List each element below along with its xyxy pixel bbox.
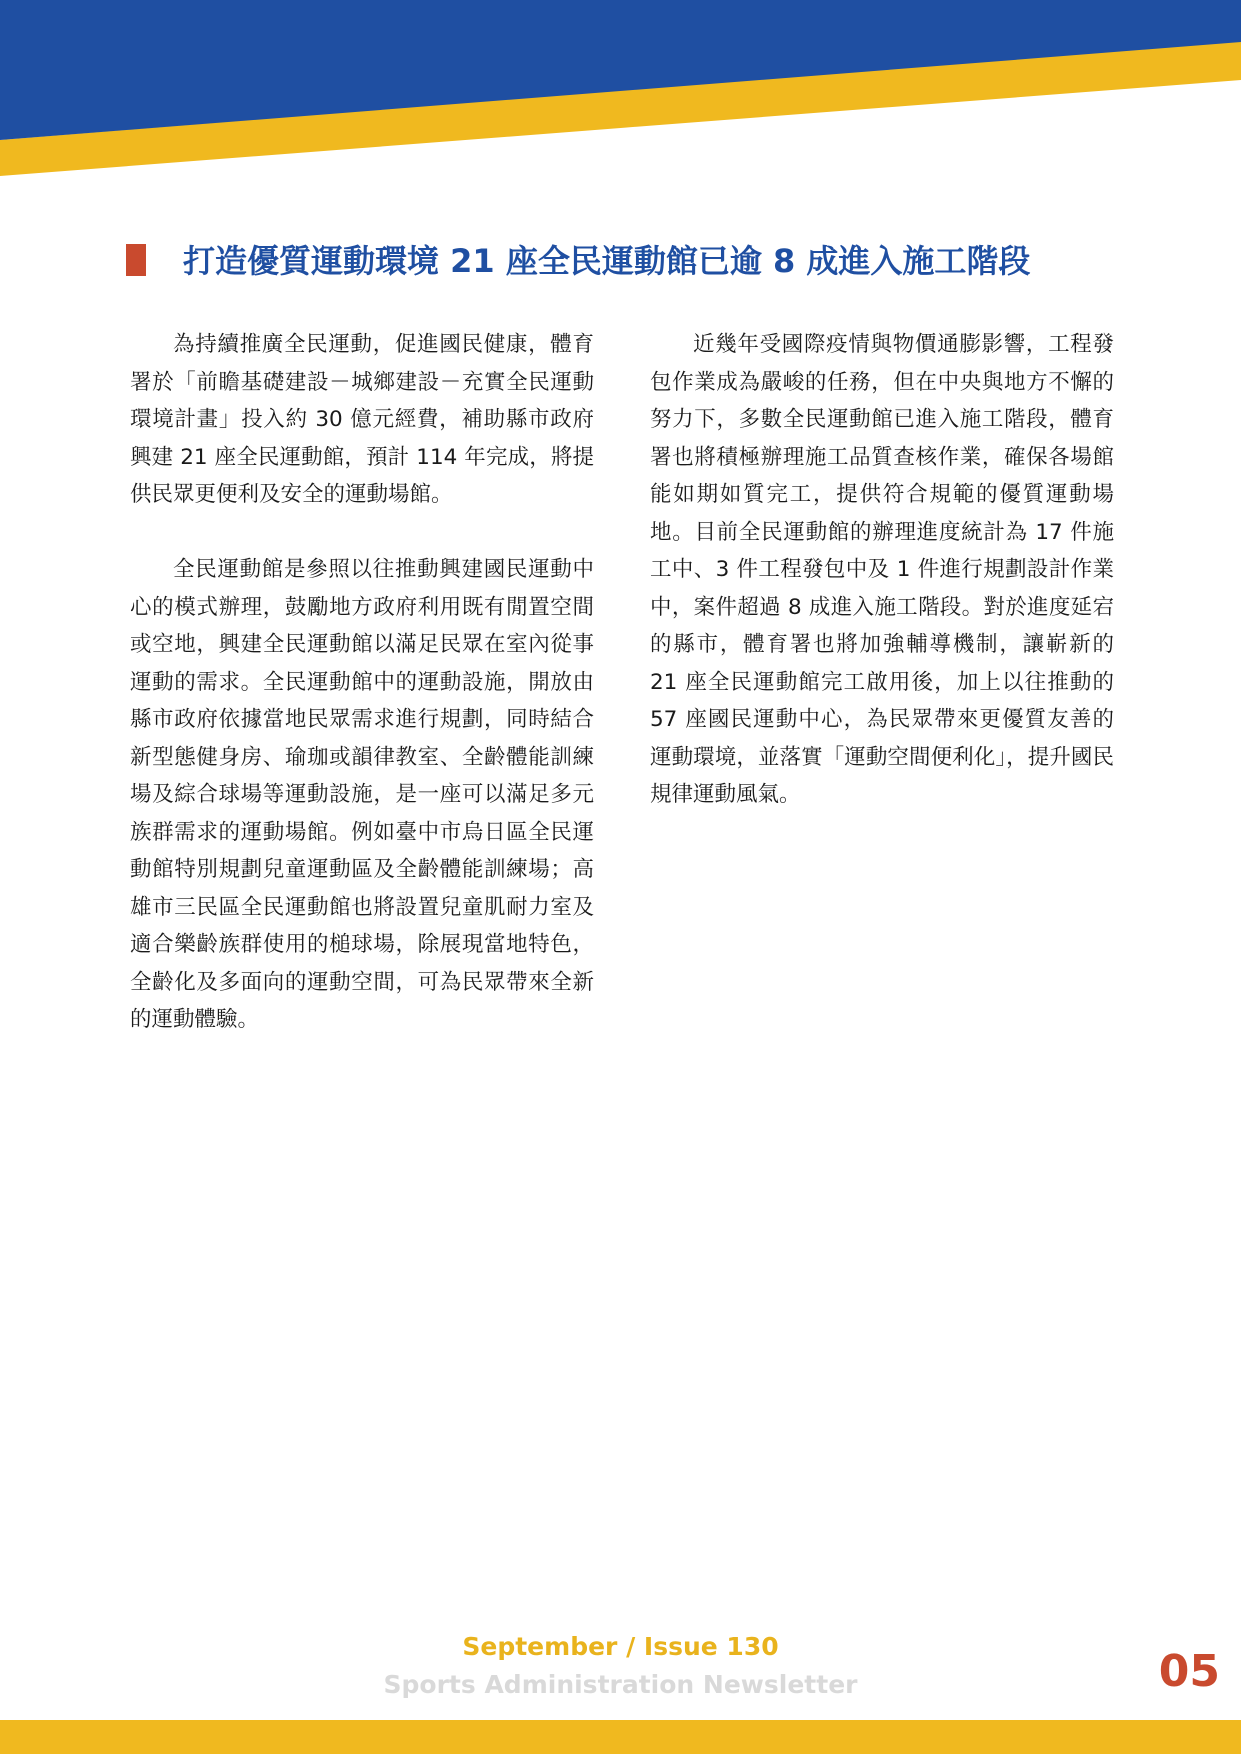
left-column: [130, 326, 594, 1039]
article-title: 打造優質運動環境 21 座全民運動館已逾 8 成進入施工階段: [183, 242, 1031, 280]
page-number: 05: [1158, 1646, 1220, 1697]
title-marker: [126, 244, 146, 276]
header-decoration: [0, 0, 1241, 180]
paragraph: 全民運動館是參照以往推動興建國民運動中心的模式辦理，鼓勵地方政府利用既有閒置空間或空地，興建全民運動館以滿足民眾在室內從事運動的需求。全民運動館中的運動設施，開放由縣市政府依據當地民眾需求進行規劃，同時結合新型態健身房、瑜珈或韻律教室、全齡體能訓練場及綜合球場等運動設施，是一座可以滿足多元族群需求的運動場館。例如臺中市烏日區全民運動館特別規劃兒童運動區及全齡體能訓練場；高雄市三民區全民運動館也將設置兒童肌耐力室及適合樂齡族群使用的槌球場，除展現當地特色，全齡化及多面向的運動空間，可為民眾帶來全新的運動體驗。: [130, 557, 594, 1032]
footer-bar: [0, 1720, 1241, 1754]
right-column: [650, 326, 1114, 814]
paragraph: 近幾年受國際疫情與物價通膨影響，工程發包作業成為嚴峻的任務，但在中央與地方不懈的努力下，多數全民運動館已進入施工階段，體育署也將積極辦理施工品質查核作業，確保各場館能如期如質完工，提供符合規範的優質運動場地。目前全民運動館的辦理進度統計為 17 件施工中、3 件工程發包中及 1 件進行規劃設計作業中，案件超過 8 成進入施工階段。對於進度延宕的縣市，體育署也將加強輔導機制，讓嶄新的 21 座全民運動館完工啟用後，加上以往推動的 57 座國民運動中心，為民眾帶來更優質友善的運動環境，並落實「運動空間便利化」，提升國民規律運動風氣。: [650, 332, 1114, 807]
footer-newsletter-name: Sports Administration Newsletter: [383, 1670, 858, 1699]
footer-issue: September / Issue 130: [462, 1632, 779, 1661]
article-title-row: [126, 236, 1126, 290]
paragraph: 為持續推廣全民運動，促進國民健康，體育署於「前瞻基礎建設－城鄉建設－充實全民運動環境計畫」投入約 30 億元經費，補助縣市政府興建 21 座全民運動館，預計 114 年完成，將提供民眾更便利及安全的運動場館。: [130, 332, 594, 507]
